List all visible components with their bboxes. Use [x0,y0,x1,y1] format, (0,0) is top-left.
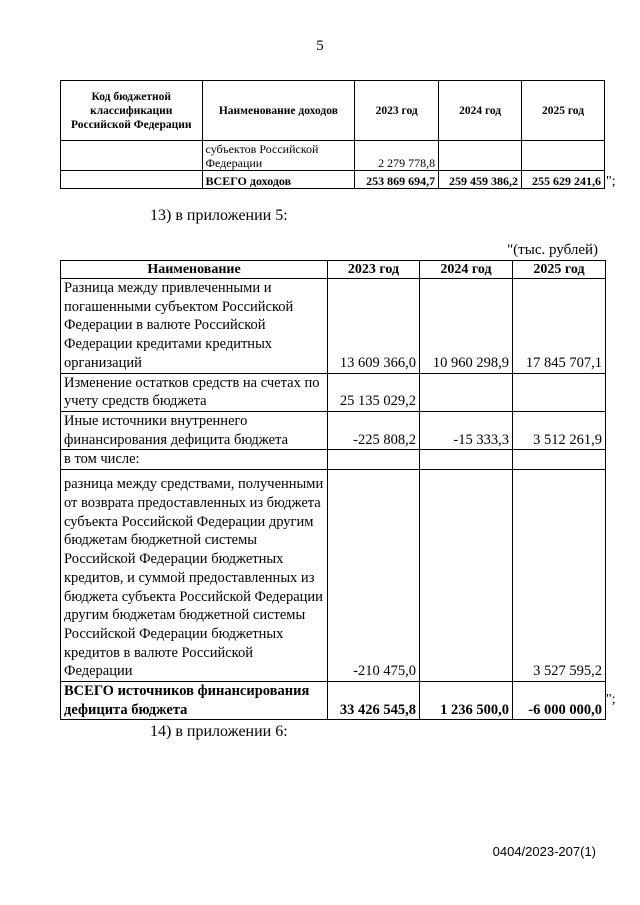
item-14: 14) в приложении 6: [150,723,288,740]
header-code: Код бюджетной классификации Российской Федерации [61,81,203,141]
total-2025: -6 000 000,0 [513,682,606,720]
value-2023: 13 609 366,0 [328,279,420,374]
closing-quote: "; [606,174,616,189]
value-2023: -210 475,0 [328,470,420,682]
row-name: Иные источники внутреннего финансирования дефицита бюджета [61,411,328,449]
total-2025: 255 629 241,6 [522,171,605,189]
table-row [61,373,606,411]
value-2023: -225 808,2 [328,411,420,449]
header-2023: 2023 год [355,81,439,141]
value-2024: 10 960 298,9 [420,279,513,374]
header-2023: 2023 год [328,261,420,279]
value-2025 [513,373,606,411]
value-2025 [522,141,605,171]
value-2024: -15 333,3 [420,411,513,449]
table-row [61,411,606,449]
document-code: 0404/2023-207(1) [492,844,596,859]
value-2024 [420,373,513,411]
closing-quote: "; [606,692,616,707]
units-label: "(тыс. рублей) [507,242,598,258]
total-2023: 33 426 545,8 [328,682,420,720]
header-2025: 2025 год [522,81,605,141]
value-2023: 2 279 778,8 [355,141,439,171]
item-13: 13) в приложении 5: [150,207,288,224]
header-name: Наименование доходов [202,81,355,141]
header-2024: 2024 год [420,261,513,279]
table-row [61,682,606,720]
table-row [61,279,606,374]
table-row [61,450,606,470]
value-2025: 3 512 261,9 [513,411,606,449]
code-cell [61,141,203,171]
value-2024 [420,470,513,682]
value-2023 [328,450,420,470]
row-name: субъектов Российской Федерации [202,141,355,171]
total-2024: 1 236 500,0 [420,682,513,720]
page-number: 5 [316,38,324,54]
total-2023: 253 869 694,7 [355,171,439,189]
revenue-table [60,80,605,189]
value-2025: 17 845 707,1 [513,279,606,374]
row-name: Разница между привлеченными и погашенными субъектом Российской Федерации в валюте Российской Федерации кредитами кредитных организаций [61,279,328,374]
code-cell [61,171,203,189]
header-name: Наименование [61,261,328,279]
total-2024: 259 459 386,2 [439,171,522,189]
header-2025: 2025 год [513,261,606,279]
row-name: разница между средствами, полученными от возврата предоставленных из бюджета субъекта Российской Федерации другим бюджетам бюджетной системы Российской Федерации бюджетных кредитов, и суммой предоставленных из бюджета субъекта Российской Федерации другим бюджетам бюджетной системы Российской Федерации бюджетных кредитов в валюте Российской Федерации [61,470,328,682]
total-name: ВСЕГО источников финансирования дефицита бюджета [61,682,328,720]
value-2025: 3 527 595,2 [513,470,606,682]
sources-table [60,260,606,720]
value-2024 [420,450,513,470]
table-row [61,470,606,682]
total-name: ВСЕГО доходов [202,171,355,189]
value-2023: 25 135 029,2 [328,373,420,411]
row-name: Изменение остатков средств на счетах по учету средств бюджета [61,373,328,411]
value-2024 [439,141,522,171]
header-2024: 2024 год [439,81,522,141]
value-2025 [513,450,606,470]
row-name: в том числе: [61,450,328,470]
